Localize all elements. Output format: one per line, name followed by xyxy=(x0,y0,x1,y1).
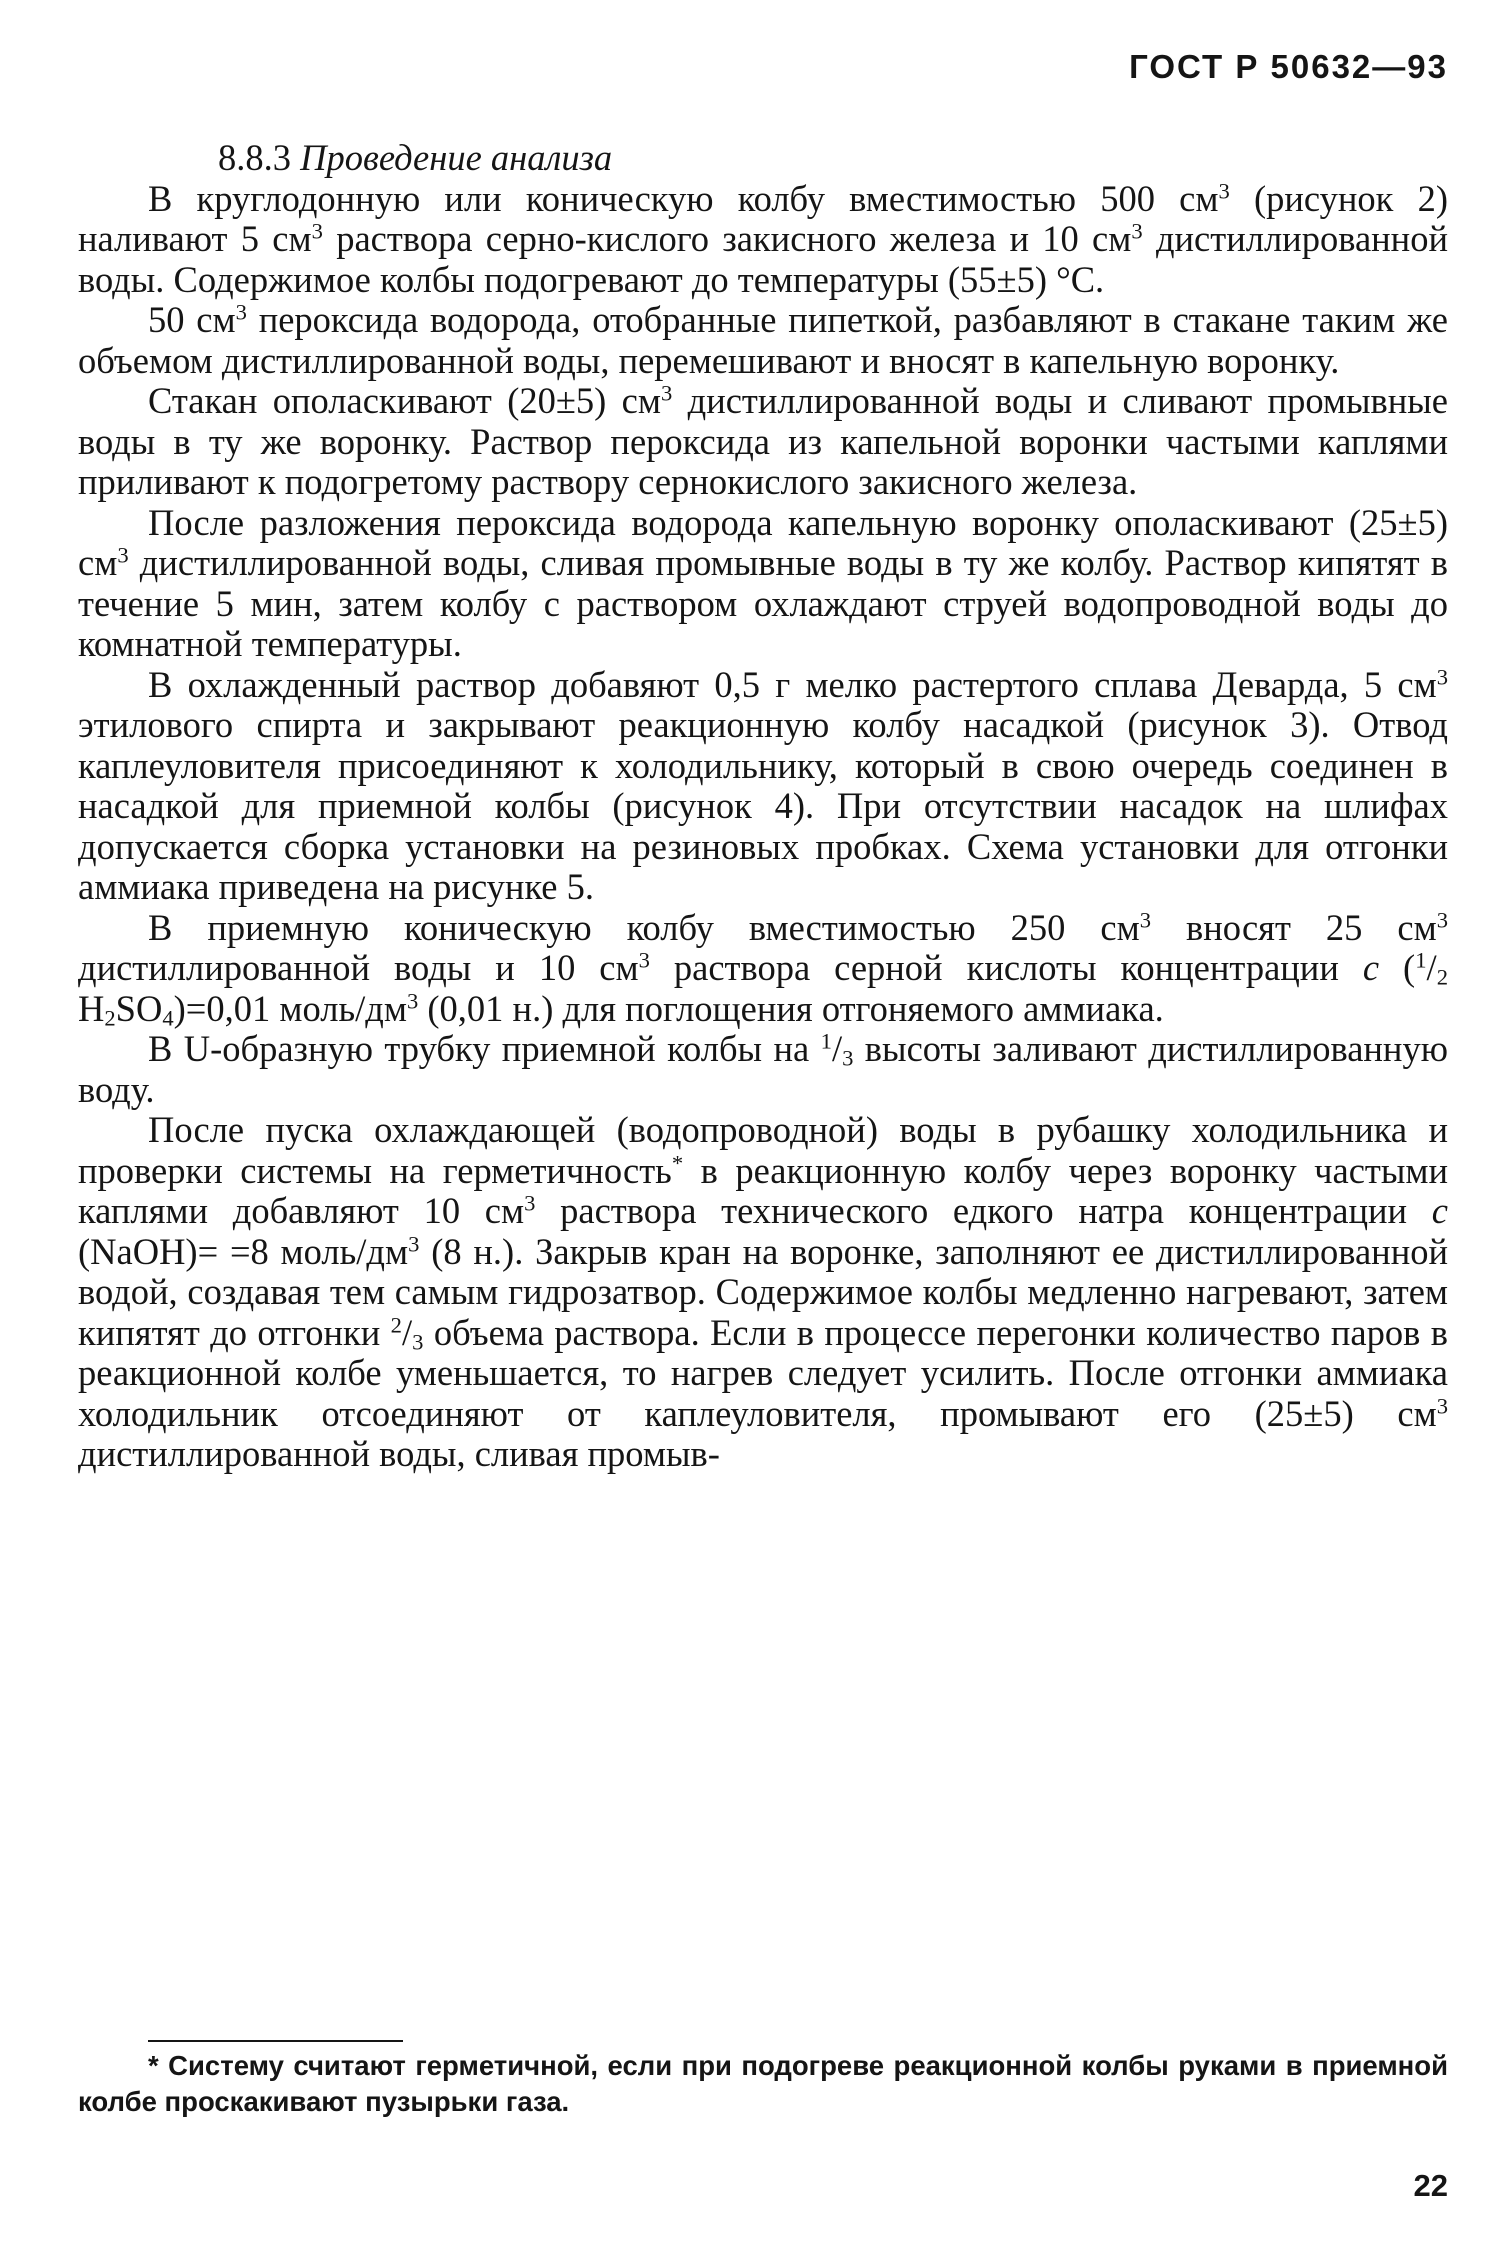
text-run: H xyxy=(78,987,105,1029)
text-run: ( xyxy=(1379,947,1416,988)
superscript: 3 xyxy=(524,1190,536,1216)
subscript: 4 xyxy=(162,1005,174,1031)
section-number: 8.8.3 xyxy=(218,137,291,178)
text-run: раствора серной кислоты концентрации xyxy=(649,947,1363,988)
text-run: В охлажденный раствор добавяют 0,5 г мелко растертого сплава Деварда, 5 см xyxy=(148,663,1437,705)
superscript: 3 xyxy=(406,988,419,1014)
text-run: После разложения пероксида водорода капельную воронку ополаскивают (25±5) см xyxy=(78,501,1448,583)
text-run: этилового спирта и закрывают реакционную колбу насадкой (рисунок 3). Отвод каплеуловителя присоединяют к холодильнику, который в свою очередь соединен в насадкой для приемной колбы (рисунок 4). При отсутствии насадок на шлифах допускается сборка установки на резиновых пробках. Схема установки для отгонки аммиака приведена на рисунке 5. xyxy=(78,704,1448,907)
paragraph-6 xyxy=(78,908,1448,1030)
fraction-numerator: 2 xyxy=(390,1312,402,1338)
text-run: (8 н.). Закрыв кран на воронке, заполняют ее дистиллированной водой, создавая тем самым гидрозатвор. Содержимое колбы медленно нагревают, затем кипятят до отгонки xyxy=(78,1230,1449,1353)
superscript: 3 xyxy=(235,299,247,325)
page-number: 22 xyxy=(1413,2168,1448,2203)
text-run: пероксида водорода, отобранные пипеткой, разбавляют в стакане таким же объемом дистиллированной воды, перемешивают и вносят в капельную воронку. xyxy=(78,299,1448,381)
variable-c: c xyxy=(1362,947,1380,988)
text-run: Стакан ополаскивают (20±5) см xyxy=(148,380,661,421)
text-run: объема раствора. Если в процессе перегонки количество паров в реакционной колбе уменьшается, то нагрев следует усилить. После отгонки аммиака холодильник отсоединяют от каплеуловителя, промывают его (25±5) см xyxy=(78,1311,1448,1434)
text-run: в реакционную колбу через воронку частыми каплями добавляют 10 см xyxy=(78,1149,1448,1231)
fraction-numerator: 1 xyxy=(1415,947,1427,973)
text-run: дистиллированной воды, сливая промыв- xyxy=(78,1433,720,1474)
text-run: раствора технического едкого натра концентрации xyxy=(535,1190,1432,1231)
paragraph-3 xyxy=(78,381,1448,503)
footnote-divider xyxy=(148,2040,403,2042)
document-header xyxy=(1129,48,1448,86)
superscript: 3 xyxy=(1436,907,1448,933)
text-run: вносят 25 см xyxy=(1151,906,1437,948)
footnote xyxy=(78,2048,1448,2120)
variable-c: c xyxy=(1431,1190,1448,1231)
fraction-slash: / xyxy=(401,1311,413,1353)
paragraph-2 xyxy=(78,300,1448,381)
paragraph-1 xyxy=(78,179,1448,301)
text-run: 50 см xyxy=(148,299,236,340)
text-run: )=0,01 моль/дм xyxy=(173,987,407,1029)
text-run: SO xyxy=(115,987,163,1029)
body-text xyxy=(78,138,1448,1475)
text-run: (рисунок 2) наливают 5 см xyxy=(78,177,1448,259)
superscript: 3 xyxy=(311,218,323,244)
section-heading xyxy=(78,138,1448,179)
paragraph-8 xyxy=(78,1110,1448,1475)
text-run: (NaOH)= =8 моль/дм xyxy=(78,1230,409,1272)
paragraph-4 xyxy=(78,503,1448,665)
fraction-slash: / xyxy=(1426,947,1437,988)
subscript: 2 xyxy=(104,1005,116,1031)
fraction-denominator: 2 xyxy=(1436,964,1448,990)
text-run: В круглодонную или коническую колбу вместимостью 500 см xyxy=(148,177,1219,219)
superscript: 3 xyxy=(408,1231,420,1257)
fraction-slash: / xyxy=(831,1028,843,1069)
text-run: дистиллированной воды и 10 см xyxy=(78,947,639,988)
text-run: высоты заливают дистиллированную воду. xyxy=(78,1028,1448,1110)
document-page xyxy=(78,48,1448,2208)
paragraph-7 xyxy=(78,1029,1448,1110)
superscript: 3 xyxy=(660,380,673,406)
text-run: В приемную коническую колбу вместимостью 250 см xyxy=(148,906,1140,948)
fraction-numerator: 1 xyxy=(820,1028,832,1054)
footnote-text: Систему считают герметичной, если при подогреве реакционной колбы руками в приемной колбе проскакивают пузырьки газа. xyxy=(78,2050,1448,2117)
document-id: ГОСТ Р 50632—93 xyxy=(1129,48,1448,85)
superscript: 3 xyxy=(1218,178,1230,204)
text-run: В U-образную трубку приемной колбы на xyxy=(148,1028,821,1069)
text-run: раствора серно-кислого закисного железа и 10 см xyxy=(322,218,1132,259)
text-run: дистиллированной воды. Содержимое колбы подогревают до температуры (55±5) °С. xyxy=(78,218,1449,300)
superscript: 3 xyxy=(638,947,650,973)
paragraph-5 xyxy=(78,665,1448,908)
text-run: (0,01 н.) для поглощения отгоняемого аммиака. xyxy=(418,987,1164,1029)
text-run: После пуска охлаждающей (водопроводной) воды в рубашку холодильника и проверки системы на герметичность xyxy=(78,1109,1448,1191)
footnote-mark: * xyxy=(148,2050,159,2081)
footnote-reference: * xyxy=(671,1150,684,1176)
superscript: 3 xyxy=(1436,1393,1448,1419)
superscript: 3 xyxy=(1436,664,1448,690)
section-title: Проведение анализа xyxy=(300,137,613,178)
superscript: 3 xyxy=(1139,907,1152,933)
fraction-denominator: 3 xyxy=(842,1045,854,1071)
text-run: дистиллированной воды и сливают промывные воды в ту же воронку. Раствор пероксида из капельной воронки частыми каплями приливают к подогретому раствору сернокислого закисного железа. xyxy=(78,380,1448,502)
superscript: 3 xyxy=(1131,218,1143,244)
text-run: дистиллированной воды, сливая промывные воды в ту же колбу. Раствор кипятят в течение 5 мин, затем колбу с раствором охлаждают струей водопроводной воды до комнатной температуры. xyxy=(78,542,1448,664)
superscript: 3 xyxy=(117,542,129,568)
fraction-denominator: 3 xyxy=(412,1329,424,1355)
